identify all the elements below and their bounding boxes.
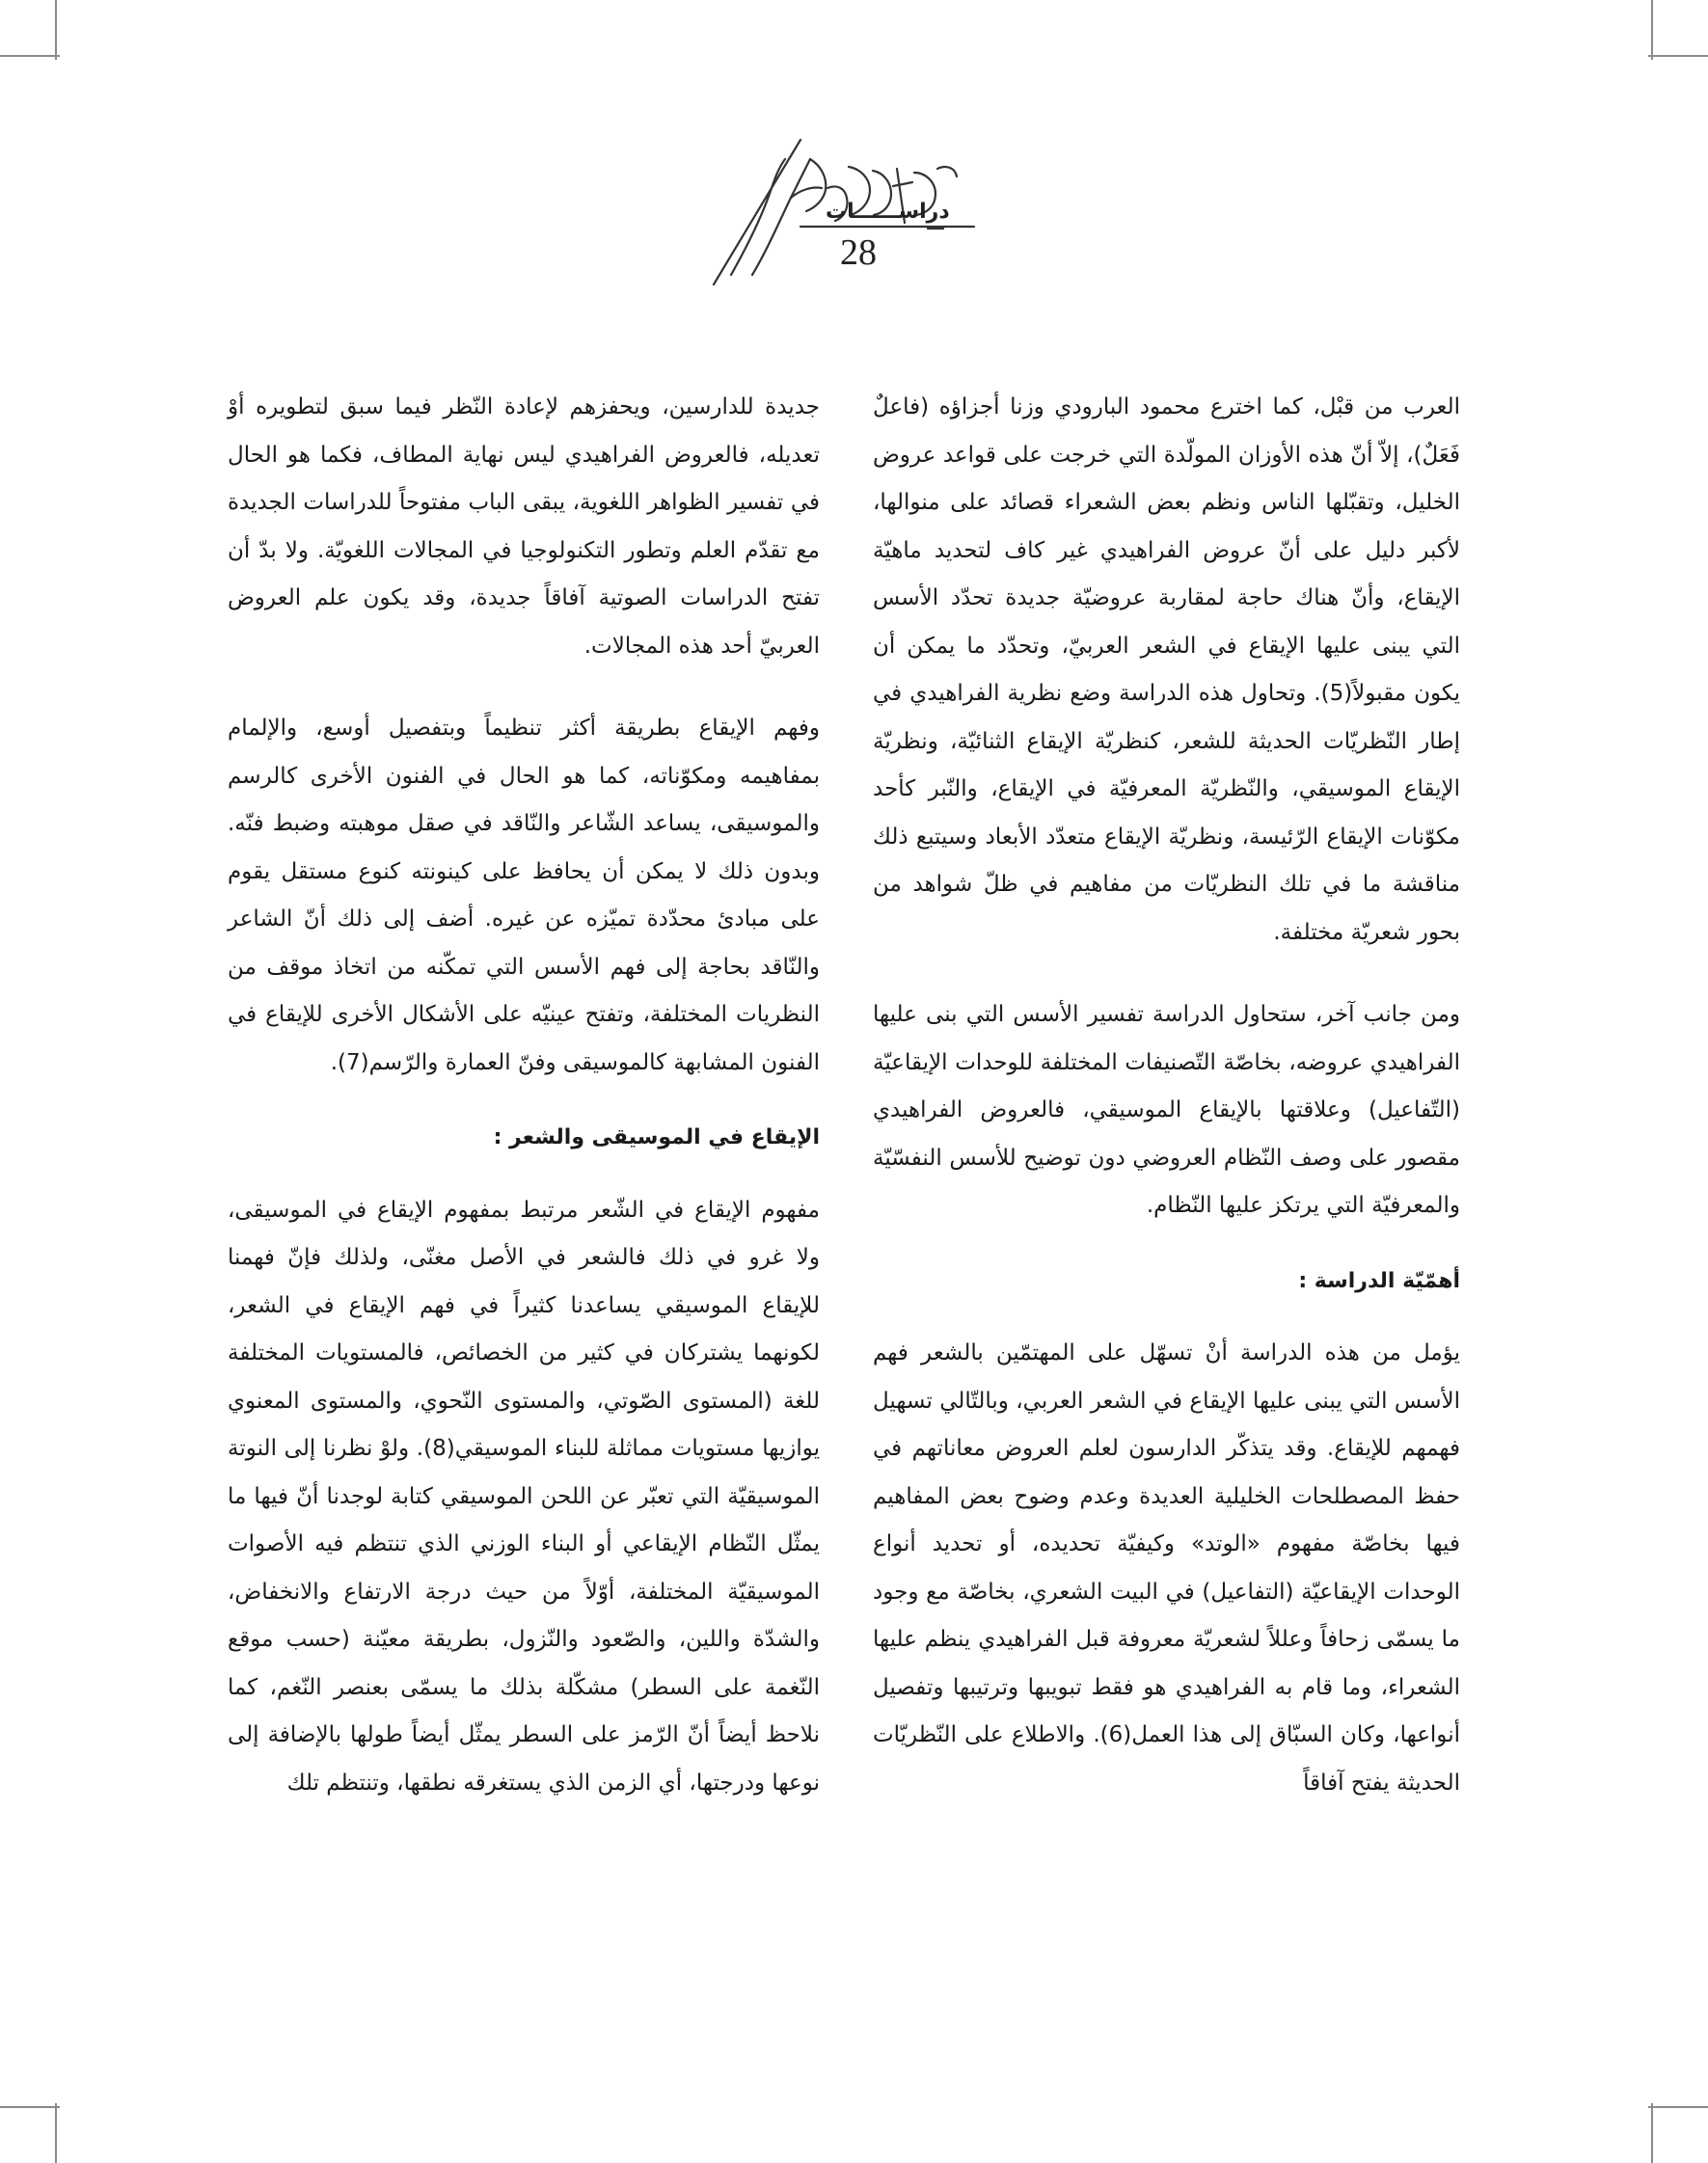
section-heading: الإيقاع في الموسيقى والشعر : [493, 1125, 820, 1149]
paragraph: يؤمل من هذه الدراسة أنْ تسهّل على المهتمّين بالشعر فهم الأسس التي يبنى عليها الإيقاع في الشعر العربي، وبالتّالي تسهيل فهمهم للإيقاع. وقد يتذكّر الدارسون لعلم العروض معاناتهم في حفظ المصطلحات الخليلية العديدة وعدم وضوح بعض المفاهيم فيها بخاصّة مفهوم «الوتد» وكيفيّة تحديده، أو تحديد أنواع الوحدات الإيقاعيّة (التفاعيل) في البيت الشعري، بخاصّة مع وجود ما يسمّى زحافاً وعللاً لشعريّة معروفة قبل الفراهيدي ينظم عليها الشعراء، وما قام به الفراهيدي هو فقط تبويبها وترتيبها وتفصيل أنواعها، وكان السبّاق إلى هذا العمل(6). والاطلاع على النّظريّات الحديثة يفتح آفاقاً [873, 1340, 1460, 1796]
left-column [228, 384, 820, 1807]
paragraph: ومن جانب آخر، ستحاول الدراسة تفسير الأسس التي بنى عليها الفراهيدي عروضه، بخاصّة التّصنيفات المختلفة للوحدات الإيقاعيّة (التّفاعيل) وعلاقتها بالإيقاع الموسيقي، فالعروض الفراهيدي مقصور على وصف النّظام العروضي دون توضيح للأسس النفسّيّة والمعرفيّة التي يرتكز عليها النّظام. [873, 1002, 1460, 1218]
paragraph: جديدة للدارسين، ويحفزهم لإعادة النّظر فيما سبق لتطويره أوْ تعديله، فالعروض الفراهيدي ليس نهاية المطاف، فكما هو الحال في تفسير الظواهر اللغوية، يبقى الباب مفتوحاً للدراسات الجديدة مع تقدّم العلم وتطور التكنولوجيا في المجالات اللغويّة. ولا بدّ أن تفتح الدراسات الصوتية آفاقاً جديدة، وقد يكون علم العروض العربيّ أحد هذه المجالات. [228, 394, 820, 659]
right-column [873, 384, 1460, 1807]
crop-mark [1648, 2106, 1708, 2108]
page-header [656, 130, 1042, 294]
page-number: 28 [840, 232, 877, 273]
crop-mark [1648, 55, 1708, 57]
crop-mark [1651, 0, 1653, 60]
crop-mark [0, 55, 60, 57]
paragraph: مفهوم الإيقاع في الشّعر مرتبط بمفهوم الإيقاع في الموسيقى، ولا غرو في ذلك فالشعر في الأصل مغنّى، ولذلك فإنّ فهمنا للإيقاع الموسيقي يساعدنا كثيراً في فهم الإيقاع في الشعر، لكونهما يشتركان في كثير من الخصائص، فالمستويات المختلفة للغة (المستوى الصّوتي، والمستوى النّحوي، والمستوى المعنوي يوازيها مستويات مماثلة للبناء الموسيقي(8). ولوْ نظرنا إلى النوتة الموسيقيّة التي تعبّر عن اللحن الموسيقي كتابة لوجدنا أنّ فيها ما يمثّل النّظام الإيقاعي أو البناء الوزني الذي تنتظم فيه الأصوات الموسيقيّة المختلفة، أوّلاً من حيث درجة الارتفاع والانخفاض، والشدّة واللين، والصّعود والنّزول، بطريقة معيّنة (حسب موقع النّغمة على السطر) مشكّلة بذلك ما يسمّى بعنصر النّغم، كما نلاحظ أيضاً أنّ الرّمز على السطر يمثّل أيضاً طولها بالإضافة إلى نوعها ودرجتها، أي الزمن الذي يستغرقه نطقها، وتنتظم تلك [228, 1197, 820, 1796]
paragraph: وفهم الإيقاع بطريقة أكثر تنظيماً وبتفصيل أوسع، والإلمام بمفاهيمه ومكوّناته، كما هو الحال في الفنون الأخرى كالرسم والموسيقى، يساعد الشّاعر والنّاقد في صقل موهبته وضبط فنّه. وبدون ذلك لا يمكن أن يحافظ على كينونته كنوع مستقل يقوم على مبادئ محدّدة تميّزه عن غيره. أضف إلى ذلك أنّ الشاعر والنّاقد بحاجة إلى فهم الأسس التي تمكّنه من اتخاذ موقف من النظريات المختلفة، وتفتح عينيّه على الأشكال الأخرى للإيقاع في الفنون المشابهة كالموسيقى وفنّ العمارة والرّسم(7). [228, 716, 820, 1075]
section-label: دراســــــات [826, 200, 950, 224]
crop-mark [0, 2106, 60, 2108]
crop-mark [55, 2103, 57, 2163]
paragraph: العرب من قبْل، كما اخترع محمود البارودي وزنا أجزاؤه (فاعلٌ فَعَلٌ)، إلاّ أنّ هذه الأوزان المولّدة التي خرجت على قواعد عروض الخليل، وتقبّلها الناس ونظم بعض الشعراء قصائد على منوالها، لأكبر دليل على أنّ عروض الفراهيدي غير كاف لتحديد ماهيّة الإيقاع، وأنّ هناك حاجة لمقاربة عروضيّة جديدة تحدّد الأسس التي يبنى عليها الإيقاع في الشعر العربيّ، وتحدّد ما يمكن أن يكون مقبولاً(5). وتحاول هذه الدراسة وضع نظرية الفراهيدي في إطار النّظريّات الحديثة للشعر، كنظريّة الإيقاع الثنائيّة، ونظريّة الإيقاع الموسيقي، والنّظريّة المعرفيّة في الإيقاع، والنّبر كأحد مكوّنات الإيقاع الرّئيسة، ونظريّة الإيقاع متعدّد الأبعاد وسيتبع ذلك مناقشة ما في تلك النظريّات من مفاهيم في ظلّ شواهد من بحور شعريّة مختلفة. [873, 394, 1460, 945]
crop-mark [1651, 2103, 1653, 2163]
crop-mark [55, 0, 57, 60]
section-heading: أهمّيّة الدراسة : [1298, 1268, 1460, 1293]
